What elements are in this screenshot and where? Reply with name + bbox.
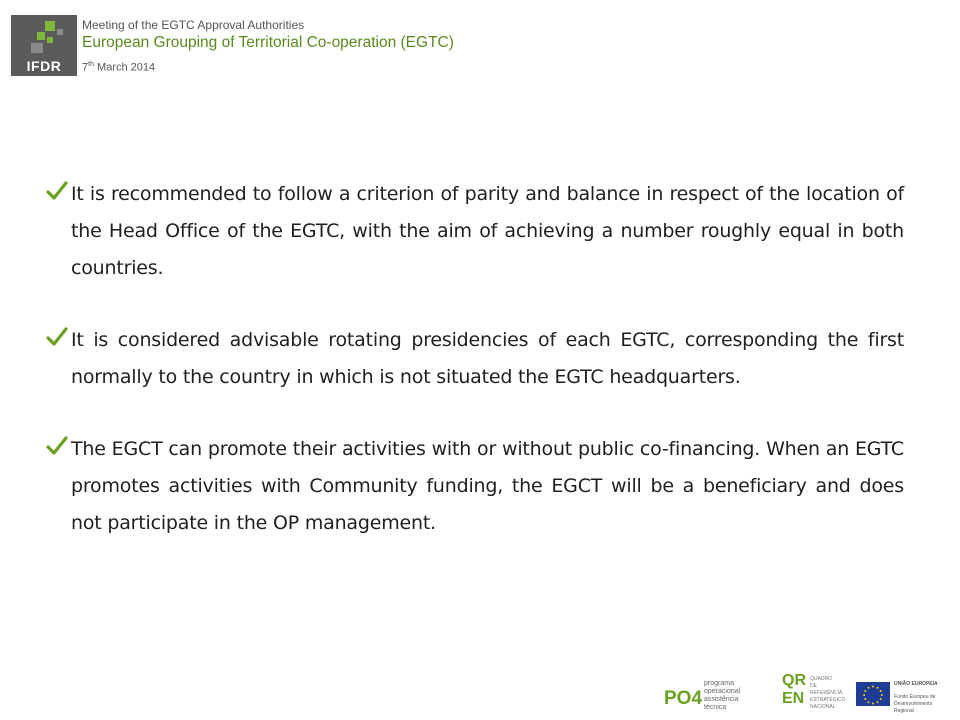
slide-header	[82, 18, 454, 76]
checkmark-icon	[46, 435, 68, 457]
bullet-list	[46, 176, 904, 577]
eu-logo: UNIÃO EUROPEIA Fundo Europeu de Desenvolvimento Regional	[856, 678, 944, 714]
bullet-text: The EGCT can promote their activities with or without public co-financing. When an EGTC promotes activities with Community funding, the EGCT will be a beneficiary and does not participate in the OP management.	[71, 438, 904, 534]
checkmark-icon	[46, 180, 68, 202]
meeting-date: 7th March 2014	[82, 61, 156, 74]
egtc-title: European Grouping of Territorial Co-operation (EGTC)	[82, 34, 454, 51]
ifdr-logo	[11, 15, 77, 76]
footer-logos	[664, 670, 944, 714]
bullet-item	[46, 176, 904, 287]
eu-flag-icon	[856, 682, 890, 706]
ifdr-logo-text: IFDR	[26, 58, 62, 74]
bullet-text: It is considered advisable rotating presidencies of each EGTC, corresponding the first normally to the country in which is not situated the EGTC headquarters.	[71, 329, 904, 388]
bullet-item	[46, 322, 904, 396]
bullet-item	[46, 431, 904, 542]
bullet-text: It is recommended to follow a criterion of parity and balance in respect of the location of the Head Office of the EGTC, with the aim of achieving a number roughly equal in both countries.	[71, 183, 904, 279]
po-logo-mark: PO4	[664, 688, 703, 709]
po-at-logo: PO4 programa operacional assistência técnica	[664, 680, 741, 711]
meeting-title: Meeting of the EGTC Approval Authorities	[82, 18, 305, 32]
checkmark-icon	[46, 326, 68, 348]
qren-logo: QR EN QUADRO DE REFERÊNCIA ESTRATÉGICO NACIONAL	[782, 672, 846, 710]
